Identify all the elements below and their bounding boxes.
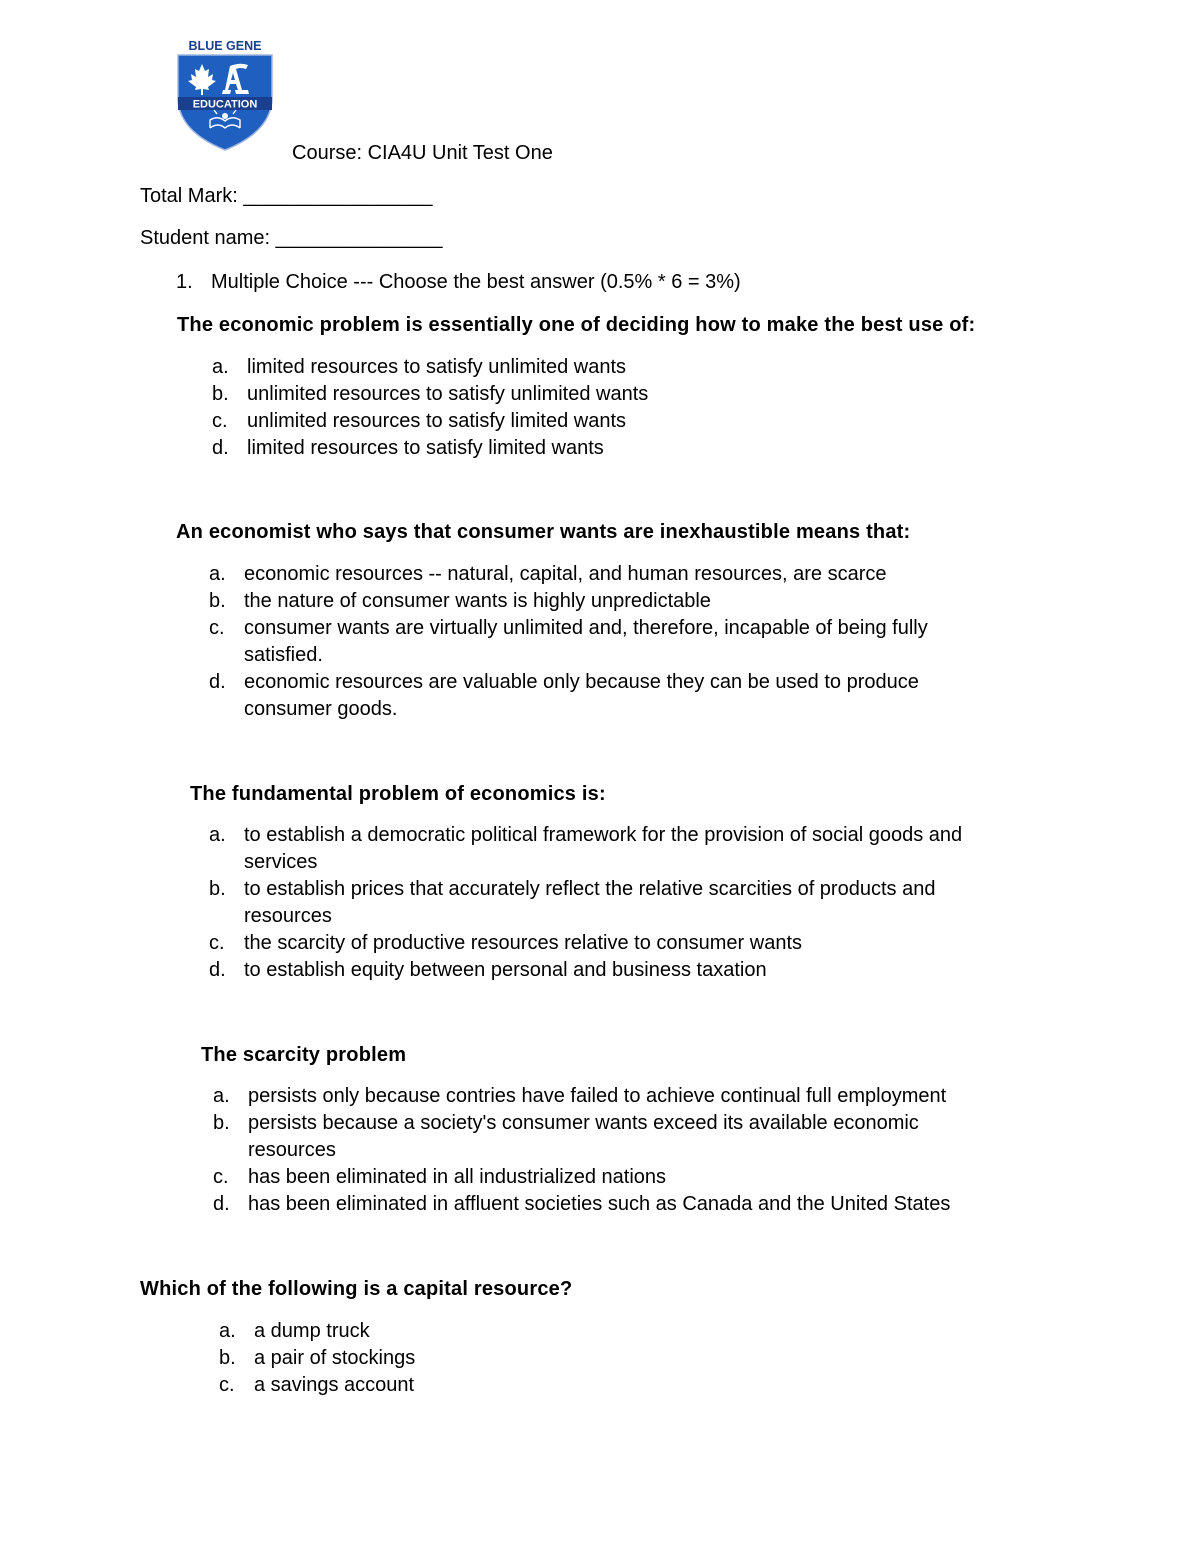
option-text: persists because a society's consumer wants exceed its available economic — [248, 1112, 919, 1134]
logo-top-text: BLUE GENE — [188, 39, 262, 53]
question-4-prompt: The scarcity problem — [201, 1044, 407, 1066]
course-title: Course: CIA4U Unit Test One — [292, 142, 553, 164]
section-title: Multiple Choice --- Choose the best answer (0.5% * 6 = 3%) — [211, 271, 741, 293]
option-text: economic resources are valuable only because they can be used to produce — [244, 671, 919, 693]
option-text-continued: consumer goods. — [244, 698, 398, 720]
question-1-option-d[interactable] — [212, 435, 648, 462]
question-3-options — [209, 822, 962, 984]
question-3-option-c[interactable] — [209, 930, 962, 957]
question-4-options — [213, 1083, 950, 1218]
question-2-option-c[interactable] — [209, 615, 928, 669]
option-text-continued: resources — [248, 1139, 336, 1161]
option-text: a dump truck — [254, 1320, 370, 1342]
option-marker: a. — [212, 356, 229, 378]
question-3-prompt: The fundamental problem of economics is: — [190, 783, 606, 805]
option-text-continued: satisfied. — [244, 644, 323, 666]
option-marker: a. — [209, 563, 226, 585]
option-marker: d. — [209, 671, 226, 693]
option-text: a pair of stockings — [254, 1347, 416, 1369]
question-1-option-b[interactable] — [212, 381, 648, 408]
option-marker: d. — [209, 959, 226, 981]
option-text: unlimited resources to satisfy limited wants — [247, 410, 627, 432]
option-marker: a. — [219, 1320, 236, 1342]
option-text-continued: services — [244, 851, 318, 873]
option-marker: b. — [213, 1112, 230, 1134]
option-text: limited resources to satisfy unlimited wants — [247, 356, 627, 378]
question-4-option-a[interactable] — [213, 1083, 950, 1110]
blue-gene-education-logo — [170, 38, 280, 152]
option-text: to establish equity between personal and business taxation — [244, 959, 767, 981]
question-2-option-b[interactable] — [209, 588, 928, 615]
option-marker: b. — [219, 1347, 236, 1369]
option-marker: b. — [209, 590, 226, 612]
option-text: has been eliminated in all industrialized nations — [248, 1166, 667, 1188]
option-marker: b. — [209, 878, 226, 900]
question-5-option-b[interactable] — [219, 1345, 415, 1372]
question-5-prompt: Which of the following is a capital resource? — [140, 1278, 573, 1300]
logo-band-text: EDUCATION — [192, 98, 258, 111]
question-4-option-c[interactable] — [213, 1164, 950, 1191]
question-1-option-c[interactable] — [212, 408, 648, 435]
option-text: persists only because contries have failed to achieve continual full employment — [248, 1085, 947, 1107]
question-1-prompt: The economic problem is essentially one of deciding how to make the best use of: — [177, 314, 976, 336]
option-text: economic resources -- natural, capital, and human resources, are scarce — [244, 563, 887, 585]
option-marker: c. — [219, 1374, 235, 1396]
option-marker: c. — [209, 617, 225, 639]
option-text: consumer wants are virtually unlimited and, therefore, incapable of being fully — [244, 617, 928, 639]
option-marker: c. — [209, 932, 225, 954]
option-marker: a. — [213, 1085, 230, 1107]
question-5-options — [219, 1318, 415, 1399]
option-text: a savings account — [254, 1374, 415, 1396]
question-2-option-a[interactable] — [209, 561, 928, 588]
option-marker: c. — [213, 1166, 229, 1188]
option-marker: d. — [213, 1193, 230, 1215]
question-1-options — [212, 354, 648, 462]
option-text: has been eliminated in affluent societies such as Canada and the United States — [248, 1193, 951, 1215]
option-marker: a. — [209, 824, 226, 846]
option-text: limited resources to satisfy limited wants — [247, 437, 604, 459]
total-mark-field[interactable]: Total Mark: _________________ — [140, 185, 433, 207]
question-3-option-b[interactable] — [209, 876, 962, 930]
question-4-option-d[interactable] — [213, 1191, 950, 1218]
question-1-option-a[interactable] — [212, 354, 648, 381]
option-marker: b. — [212, 383, 229, 405]
option-marker: d. — [212, 437, 229, 459]
question-4-option-b[interactable] — [213, 1110, 950, 1164]
option-text: the nature of consumer wants is highly unpredictable — [244, 590, 711, 612]
option-text: the scarcity of productive resources relative to consumer wants — [244, 932, 803, 954]
option-marker: c. — [212, 410, 228, 432]
question-2-prompt: An economist who says that consumer wants are inexhaustible means that: — [176, 521, 911, 543]
question-2-options — [209, 561, 928, 723]
student-name-field[interactable]: Student name: _______________ — [140, 227, 443, 249]
option-text: unlimited resources to satisfy unlimited wants — [247, 383, 649, 405]
option-text-continued: resources — [244, 905, 332, 927]
question-5-option-c[interactable] — [219, 1372, 415, 1399]
question-3-option-a[interactable] — [209, 822, 962, 876]
option-text: to establish prices that accurately reflect the relative scarcities of products and — [244, 878, 936, 900]
question-5-option-a[interactable] — [219, 1318, 415, 1345]
question-2-option-d[interactable] — [209, 669, 928, 723]
section-number: 1. — [176, 271, 193, 293]
option-text: to establish a democratic political framework for the provision of social goods and — [244, 824, 963, 846]
question-3-option-d[interactable] — [209, 957, 962, 984]
